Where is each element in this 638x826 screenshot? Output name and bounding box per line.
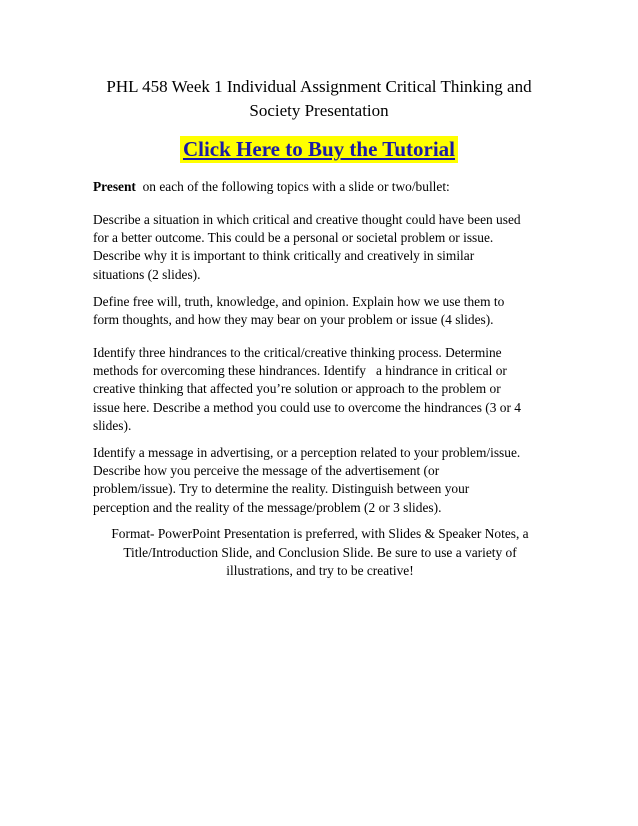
- buy-tutorial-link[interactable]: Click Here to Buy the Tutorial: [180, 136, 458, 163]
- paragraph-line: situations (2 slides).: [93, 266, 201, 282]
- paragraph-line: issue here. Describe a method you could use to overcome the hindrances (3 or 4: [93, 399, 521, 415]
- paragraph-line: creative thinking that affected you’re solution or approach to the problem or: [93, 381, 501, 397]
- paragraph-line: problem/issue). Try to determine the reality. Distinguish between your: [93, 481, 470, 497]
- intro-line: [93, 178, 583, 196]
- paragraph-hindrances: [93, 344, 583, 435]
- paragraph-line: Describe a situation in which critical and creative thought could have been used: [93, 212, 521, 227]
- intro-bold-word: Present: [93, 179, 136, 194]
- paragraph-line: methods for overcoming these hindrances. Identify a hindrance in critical or: [93, 363, 507, 379]
- paragraph-definitions: [93, 293, 583, 329]
- paragraph-line: slides).: [93, 417, 132, 433]
- title-line-2: Society Presentation: [249, 101, 389, 120]
- buy-link-container: [0, 136, 638, 163]
- paragraph-line: Describe how you perceive the message of the advertisement (or: [93, 463, 440, 479]
- title-line-1: PHL 458 Week 1 Individual Assignment Critical Thinking and: [106, 77, 532, 96]
- paragraph-line: Define free will, truth, knowledge, and opinion. Explain how we use them to: [93, 294, 505, 309]
- paragraph-situation: [93, 211, 583, 284]
- paragraph-advertising: [93, 444, 583, 517]
- format-line-2: Title/Introduction Slide, and Conclusion Slide. Be sure to use a variety of: [123, 544, 517, 560]
- format-line-3: illustrations, and try to be creative!: [226, 563, 414, 579]
- intro-rest: on each of the following topics with a slide or two/bullet:: [135, 179, 450, 194]
- paragraph-line: form thoughts, and how they may bear on your problem or issue (4 slides).: [93, 312, 494, 328]
- paragraph-line: Identify a message in advertising, or a perception related to your problem/issue.: [93, 445, 521, 460]
- paragraph-line: Identify three hindrances to the critical/creative thinking process. Determine: [93, 345, 502, 360]
- format-note: [84, 525, 556, 581]
- paragraph-line: perception and the reality of the message/problem (2 or 3 slides).: [93, 499, 442, 515]
- format-line-1: Format- PowerPoint Presentation is preferred, with Slides & Speaker Notes, a: [111, 526, 529, 541]
- paragraph-line: for a better outcome. This could be a personal or societal problem or issue.: [93, 230, 494, 246]
- document-title: [60, 75, 578, 123]
- paragraph-line: Describe why it is important to think critically and creatively in similar: [93, 248, 475, 264]
